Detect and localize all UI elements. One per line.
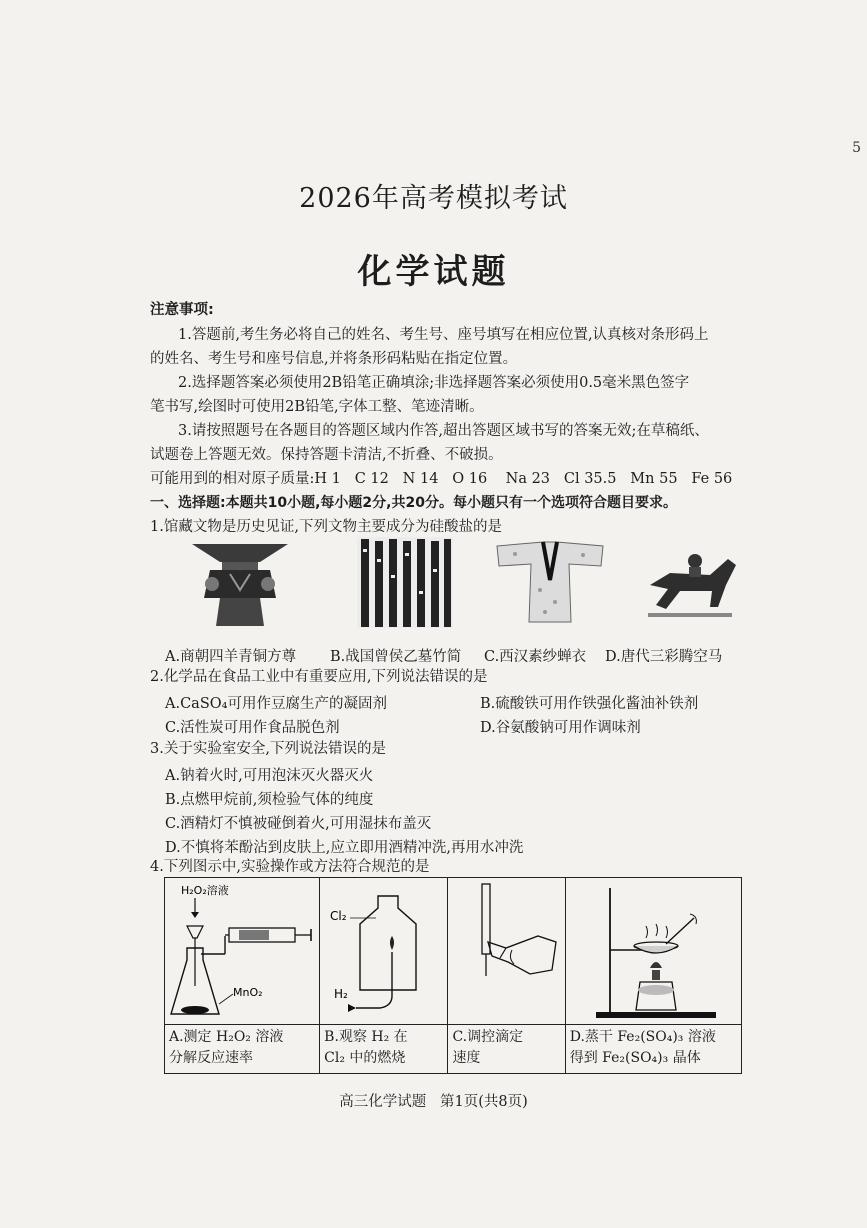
edge-mark: 5: [852, 140, 861, 156]
q3-option-d: D.不慎将苯酚沾到皮肤上,应立即用酒精冲洗,再用水冲洗: [165, 840, 524, 856]
q1-stem: 1.馆藏文物是历史见证,下列文物主要成分为硅酸盐的是: [150, 519, 502, 535]
notes-heading: 注意事项:: [150, 302, 214, 318]
atomic-masses: 可能用到的相对原子质量:H 1 C 12 N 14 O 16 Na 23 Cl 35.5 Mn 55 Fe 56: [150, 471, 733, 487]
caption-d: [565, 1025, 741, 1074]
caption-a-line2: 分解反应速率: [169, 1050, 253, 1066]
figure-c-burette-control: [448, 878, 565, 1025]
mno2-label: MnO₂: [233, 986, 263, 999]
caption-a: [165, 1025, 320, 1074]
page-footer: 高三化学试题 第1页(共8页): [339, 1094, 528, 1110]
exam-title: 2026年高考模拟考试: [299, 183, 568, 214]
note-1b: 的姓名、考生号和座号信息,并将条形码粘贴在指定位置。: [150, 351, 518, 367]
q3-option-c: C.酒精灯不慎被碰倒着火,可用湿抹布盖灭: [165, 816, 432, 832]
caption-b-line1: B.观察 H₂ 在: [324, 1029, 408, 1045]
caption-b-line2: Cl₂ 中的燃烧: [324, 1050, 406, 1066]
tang-horse-image: [640, 545, 740, 629]
q1-option-a: A.商朝四羊青铜方尊: [165, 649, 297, 665]
note-3b: 试题卷上答题无效。保持答题卡清洁,不折叠、不破损。: [150, 447, 503, 463]
caption-a-line1: A.测定 H₂O₂ 溶液: [169, 1029, 284, 1045]
note-2b: 笔书写,绘图时可使用2B铅笔,字体工整、笔迹清晰。: [150, 399, 484, 415]
caption-c-line2: 速度: [452, 1050, 481, 1066]
q1-option-c: C.西汉素纱蝉衣: [484, 649, 587, 665]
bronze-zun-image: [190, 540, 290, 634]
caption-b: [320, 1025, 448, 1074]
q2-stem: 2.化学品在食品工业中有重要应用,下列说法错误的是: [150, 669, 488, 685]
q3-stem: 3.关于实验室安全,下列说法错误的是: [150, 741, 386, 757]
exam-subject: 化学试题: [357, 252, 510, 292]
figure-b-h2-in-cl2: [320, 878, 448, 1025]
silk-robe-image: [495, 540, 605, 629]
figure-a-h2o2-decomposition: [165, 878, 320, 1025]
q2-option-a: A.CaSO₄可用作豆腐生产的凝固剂: [165, 696, 387, 712]
figure-d-evaporation: [565, 878, 741, 1025]
note-1a: 1.答题前,考生务必将自己的姓名、考生号、座号填写在相应位置,认真核对条形码上: [178, 327, 709, 343]
note-3a: 3.请按照题号在各题目的答题区域内作答,超出答题区域书写的答案无效;在草稿纸、: [178, 423, 709, 439]
q1-option-d: D.唐代三彩腾空马: [605, 649, 723, 665]
q3-option-a: A.钠着火时,可用泡沫灭火器灭火: [165, 768, 374, 784]
caption-c-line1: C.调控滴定: [452, 1029, 524, 1045]
caption-c: [448, 1025, 565, 1074]
bamboo-slips-image: [355, 535, 455, 634]
h2-label: H₂: [334, 987, 349, 1001]
cl2-label: Cl₂: [330, 909, 347, 923]
caption-d-line2: 得到 Fe₂(SO₄)₃ 晶体: [569, 1050, 701, 1066]
section-heading: 一、选择题:本题共10小题,每小题2分,共20分。每小题只有一个选项符合题目要求。: [150, 495, 677, 511]
h2o2-label: H₂O₂溶液: [181, 884, 229, 897]
bleed-through: [180, 138, 184, 153]
q2-option-c: C.活性炭可用作食品脱色剂: [165, 720, 340, 736]
note-2a: 2.选择题答案必须使用2B铅笔正确填涂;非选择题答案必须使用0.5毫米黑色签字: [178, 375, 690, 391]
q3-option-b: B.点燃甲烷前,须检验气体的纯度: [165, 792, 374, 808]
q2-option-d: D.谷氨酸钠可用作调味剂: [480, 720, 641, 736]
q4-figure-table: [164, 877, 742, 1074]
caption-d-line1: D.蒸干 Fe₂(SO₄)₃ 溶液: [569, 1029, 716, 1045]
q2-option-b: B.硫酸铁可用作铁强化酱油补铁剂: [480, 696, 699, 712]
q1-option-b: B.战国曾侯乙墓竹简: [330, 649, 462, 665]
q4-stem: 4.下列图示中,实验操作或方法符合规范的是: [150, 859, 430, 875]
